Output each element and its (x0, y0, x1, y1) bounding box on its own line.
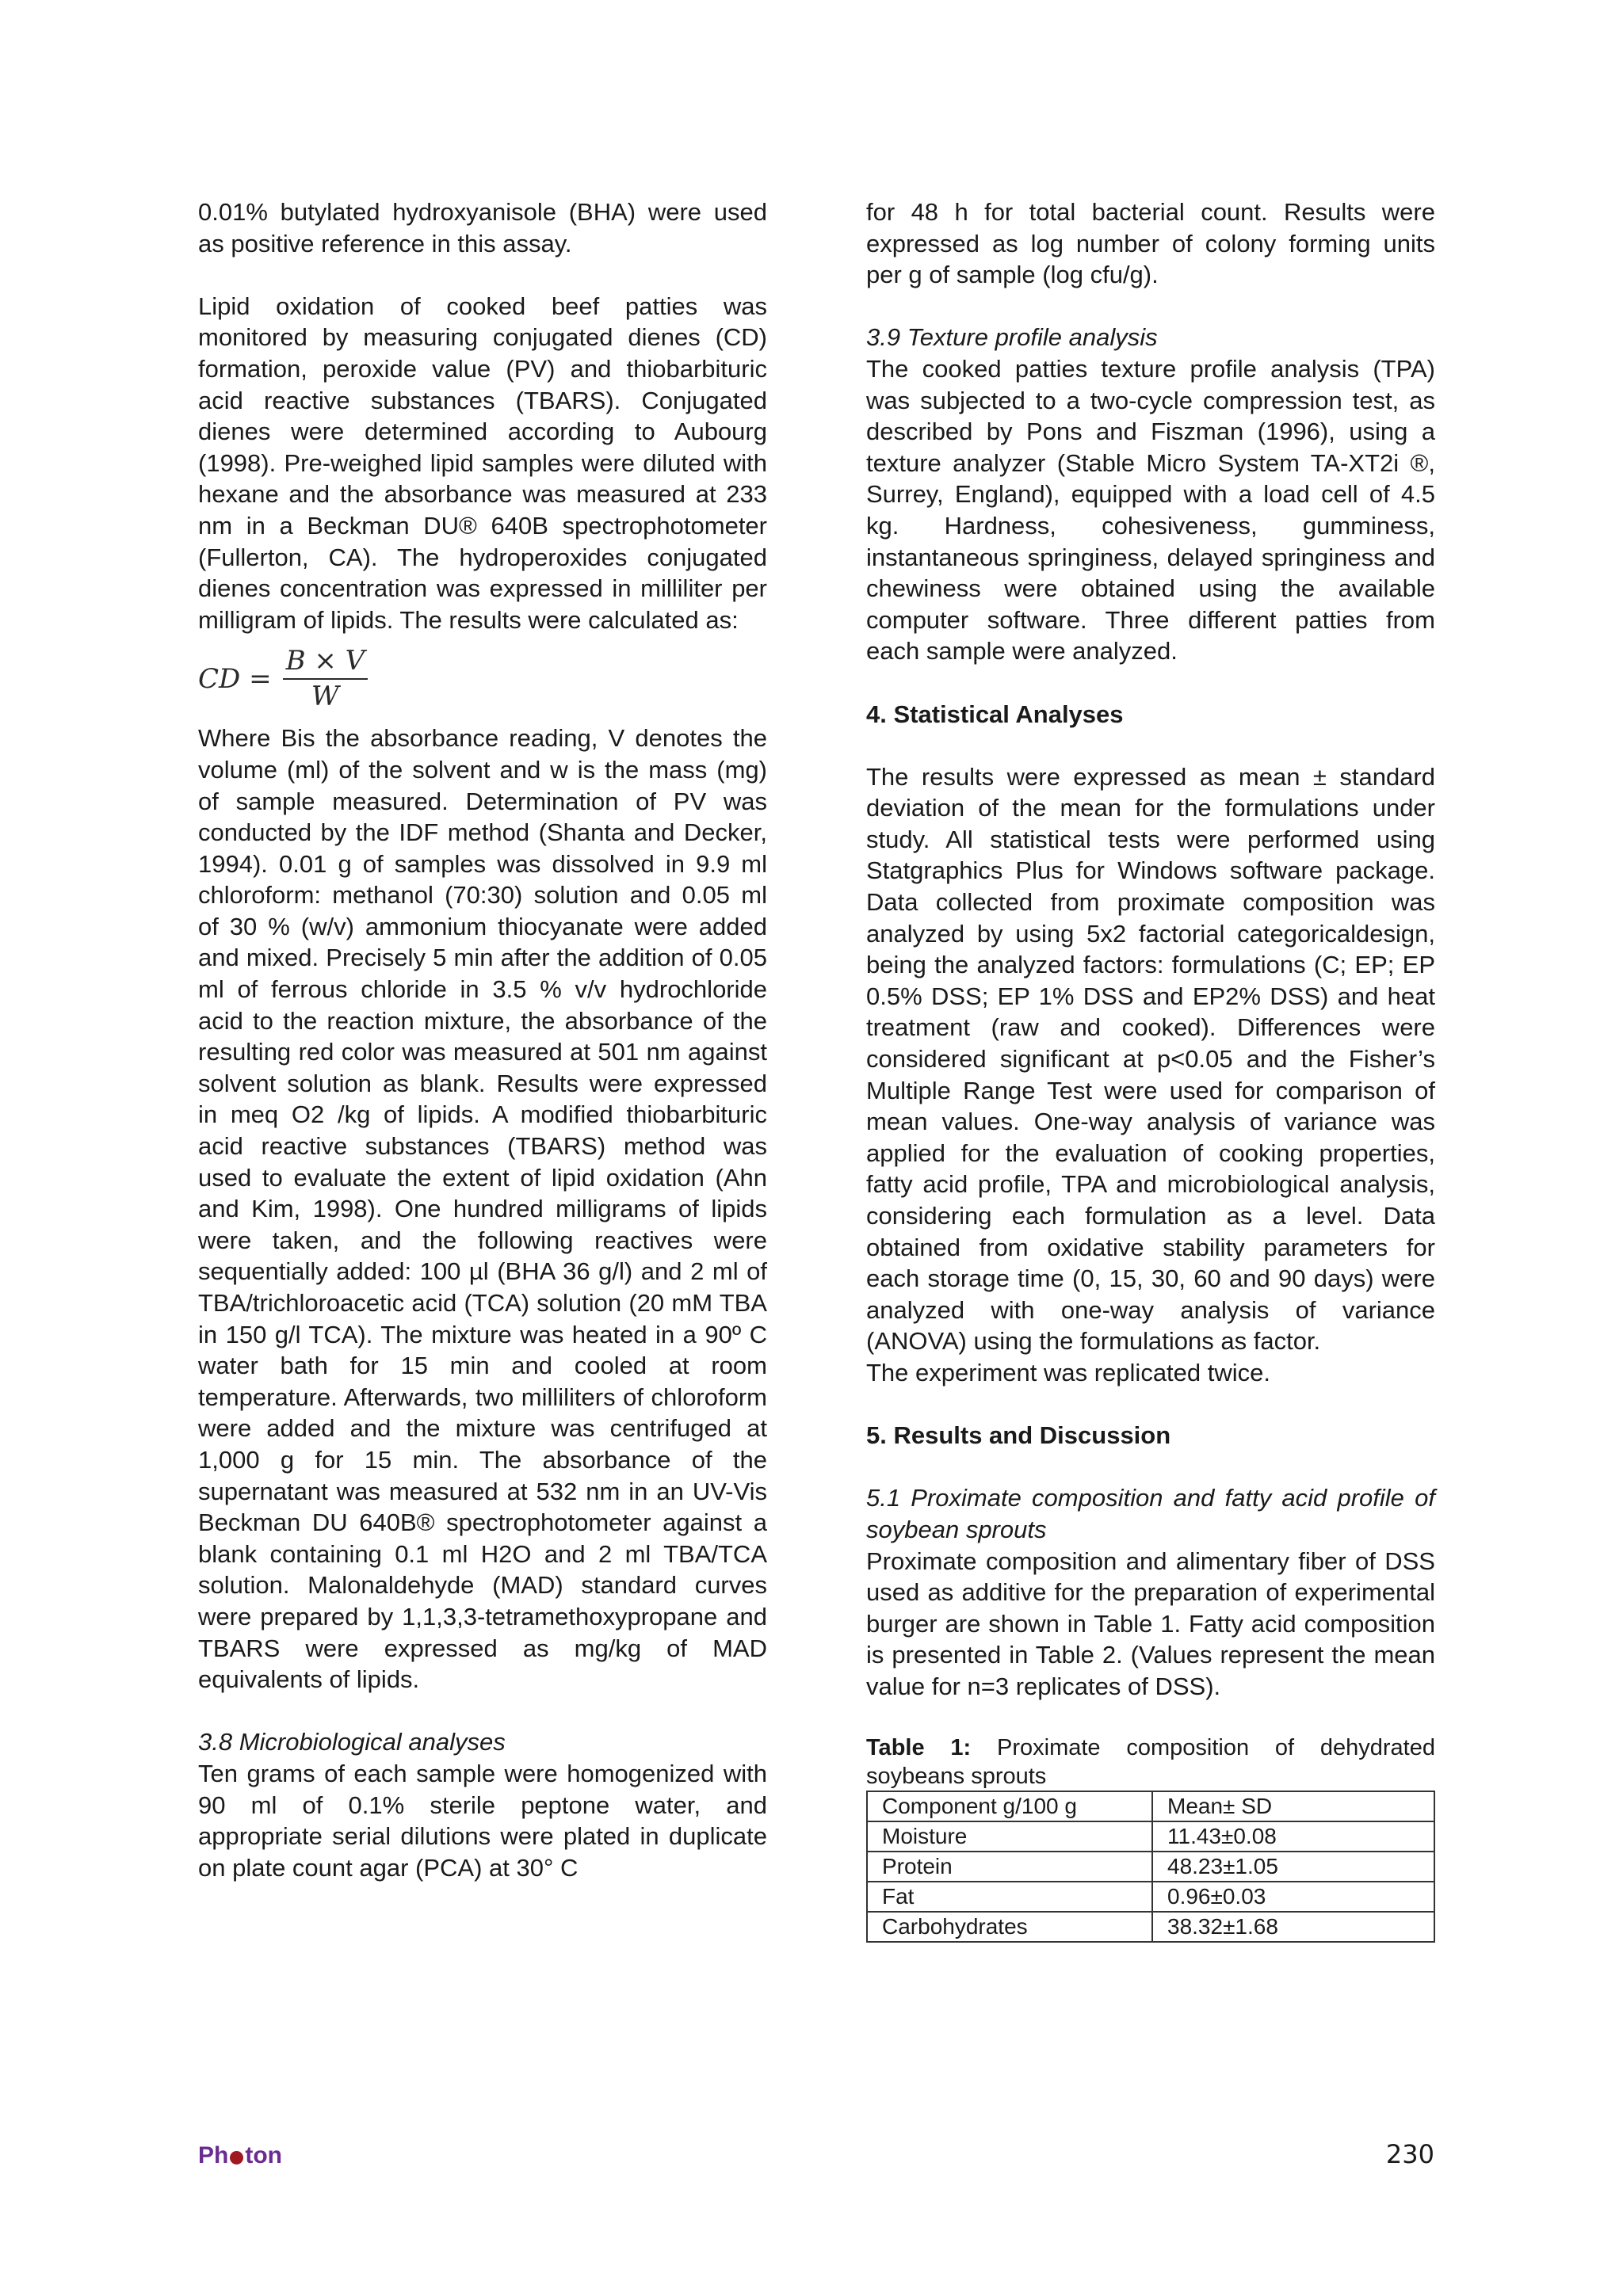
table-1 (866, 1791, 1435, 1943)
table-row (867, 1821, 1434, 1852)
left-paragraph-4: Ten grams of each sample were homogenized with 90 ml of 0.1% sterile peptone water, and appropriate serial dilutions were plated in duplicate on plate count agar (PCA) at 30° C (198, 1759, 767, 1882)
logo-text-end: ton (245, 2142, 282, 2168)
table-header-cell: Component g/100 g (867, 1791, 1152, 1821)
left-paragraph-1: 0.01% butylated hydroxyanisole (BHA) were used as positive reference in this assay. (198, 198, 767, 257)
table-row (867, 1912, 1434, 1942)
cd-formula (198, 635, 767, 723)
right-paragraph-1: for 48 h for total bacterial count. Results were expressed as log number of colony forming units per g of sample (log cfu/g). (866, 198, 1435, 289)
logo-dot-icon (230, 2151, 243, 2164)
left-paragraph-2: Lipid oxidation of cooked beef patties was monitored by measuring conjugated dienes (CD) formation, peroxide value (PV) and thiobarbituric acid reactive substances (TBARS). Conjugated dienes were determined according to Aubourg (1998). Pre-weighed lipid samples were diluted with hexane and the absorbance was measured at 233 nm in a Beckman DU® 640B spectrophotometer (Fullerton, CA). The hydroperoxides conjugated dienes concentration was expressed in milliliter per milligram of lipids. The results were calculated as: (198, 292, 767, 634)
section-3-8-heading: 3.8 Microbiological analyses (198, 1728, 506, 1756)
table-cell: 38.32±1.68 (1152, 1912, 1434, 1942)
left-paragraph-3: Where Bis the absorbance reading, V denotes the volume (ml) of the solvent and w is the mass (mg) of sample measured. Determination of PV was conducted by the IDF method (Shanta and Decker, 1994). 0.01 g of samples was dissolved in 9.9 ml chloroform: methanol (70:30) solution and 0.05 ml of 30 % (w/v) ammonium thiocyanate were added and mixed. Precisely 5 min after the addition of 0.05 ml of ferrous chloride in 3.5 % v/v hydrochloride acid to the reaction mixture, the absorbance of the resulting red color was measured at 501 nm against solvent solution as blank. Results were expressed in meq O2 /kg of lipids. A modified thiobarbituric acid reactive substances (TBARS) method was used to evaluate the extent of lipid oxidation (Ahn and Kim, 1998). One hundred milligrams of lipids were taken, and the following reactives were sequentially added: 100 µl (BHA 36 g/l) and 2 ml of TBA/trichloroacetic acid (TCA) solution (20 mM TBA in 150 g/l TCA). The mixture was heated in a 90º C water bath for 15 min and cooled at room temperature. Afterwards, two milliliters of chloroform were added and the mixture was centrifuged at 1,000 g for 15 min. The absorbance of the supernatant was measured at 532 nm in an UV-Vis Beckman DU 640B® spectrophotometer against a blank containing 0.1 ml H2O and 2 ml TBA/TCA solution. Malonaldehyde (MAD) standard curves were prepared by 1,1,3,3-tetramethoxypropane and TBARS were expressed as mg/kg of MAD equivalents of lipids. (198, 724, 767, 1694)
section-4-heading: 4. Statistical Analyses (866, 700, 1124, 728)
formula-numerator: B × V (283, 646, 369, 681)
right-column (866, 196, 1435, 1943)
table-cell: Carbohydrates (867, 1912, 1152, 1942)
right-paragraph-3: The results were expressed as mean ± standard deviation of the mean for the formulations under study. All statistical tests were performed using Statgraphics Plus for Windows software package. Data collected from proximate composition was analyzed by using 5x2 factorial categoricaldesign, being the analyzed factors: formulations (C; EP; EP 0.5% DSS; EP 1% DSS and EP2% DSS) and heat treatment (raw and cooked). Differences were considered significant at p<0.05 and the Fisher’s Multiple Range Test were used for comparison of mean values. One-way analysis of variance was applied for the evaluation of cooking properties, fatty acid profile, TPA and microbiological analysis, considering each formulation as a level. Data obtained from oxidative stability parameters for each storage time (0, 15, 30, 60 and 90 days) were analyzed with one-way analysis of variance (ANOVA) using the formulations as factor. (866, 762, 1435, 1356)
table-header-cell: Mean± SD (1152, 1791, 1434, 1821)
section-5-1-heading: 5.1 Proximate composition and fatty acid profile of soybean sprouts (866, 1484, 1435, 1543)
formula-fraction (283, 646, 369, 713)
table-cell: Moisture (867, 1821, 1152, 1852)
table-header-row (867, 1791, 1434, 1821)
table-cell: 11.43±0.08 (1152, 1821, 1434, 1852)
right-paragraph-2: The cooked patties texture profile analysis (TPA) was subjected to a two-cycle compression test, as described by Pons and Fiszman (1996), using a texture analyzer (Stable Micro System TA-XT2i ®, Surrey, England), equipped with a load cell of 4.5 kg. Hardness, cohesiveness, gumminess, instantaneous springiness, delayed springiness and chewiness were obtained using the available computer software. Three different patties from each sample were analyzed. (866, 354, 1435, 666)
table-1-label: Table 1: (866, 1735, 972, 1761)
right-paragraph-4: The experiment was replicated twice. (866, 1358, 1271, 1386)
table-row (867, 1852, 1434, 1882)
formula-lhs: CD = (198, 662, 272, 695)
table-cell: Fat (867, 1882, 1152, 1912)
table-1-caption-text: Proximate composition of dehydrated soybeans sprouts (866, 1735, 1435, 1790)
table-cell: Protein (867, 1852, 1152, 1882)
table-cell: 0.96±0.03 (1152, 1882, 1434, 1912)
right-paragraph-5: Proximate composition and alimentary fiber of DSS used as additive for the preparation of experimental burger are shown in Table 1. Fatty acid composition is presented in Table 2. (Values represent the mean value for n=3 replicates of DSS). (866, 1547, 1435, 1700)
section-5-heading: 5. Results and Discussion (866, 1421, 1171, 1450)
left-column (198, 196, 767, 1883)
photon-logo (198, 2142, 282, 2169)
logo-text-start: Ph (198, 2142, 229, 2168)
table-1-caption (866, 1733, 1435, 1791)
formula-denominator: W (311, 681, 339, 713)
section-3-9-heading: 3.9 Texture profile analysis (866, 323, 1158, 352)
page-number: 230 (1385, 2139, 1434, 2169)
table-cell: 48.23±1.05 (1152, 1852, 1434, 1882)
table-row (867, 1882, 1434, 1912)
